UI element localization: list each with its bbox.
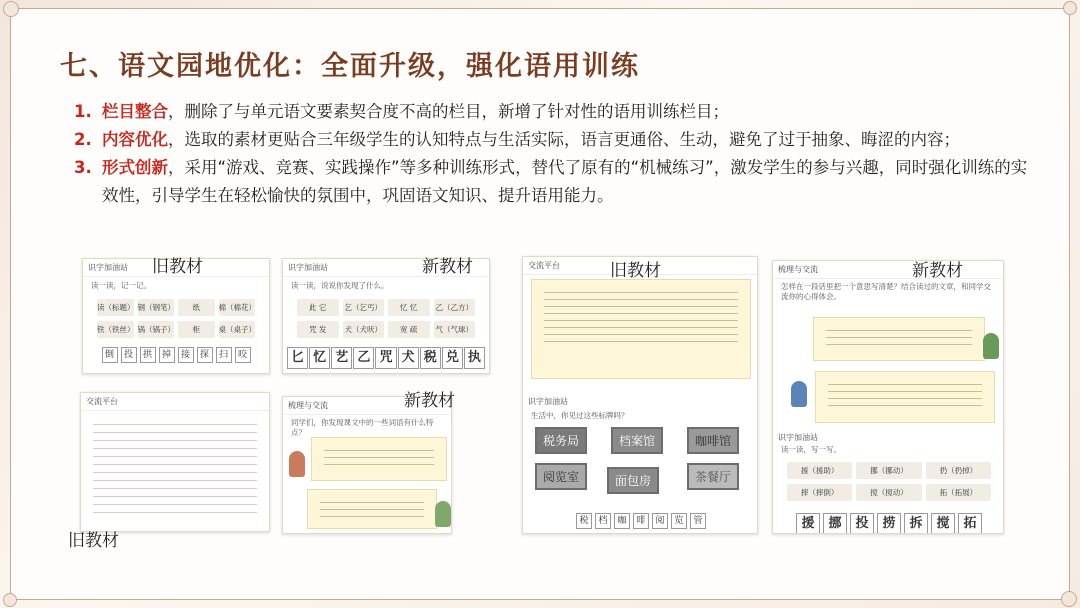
word-grid bbox=[83, 294, 269, 343]
char-cell: 投 bbox=[121, 347, 137, 363]
char-cell: 拱 bbox=[140, 347, 156, 363]
word-item: 气（气球） bbox=[434, 321, 476, 338]
word-item: 桌（桌子） bbox=[219, 321, 256, 338]
old-edition-label: 旧教材 bbox=[152, 257, 203, 277]
card-heading: 识字加油站 bbox=[778, 433, 818, 442]
word-item: 忆 忆 bbox=[388, 299, 430, 316]
point-item-2 bbox=[74, 126, 1034, 154]
char-cell: 艺 bbox=[331, 347, 352, 369]
speech-bubble bbox=[307, 489, 437, 529]
sign-image: 面包房 bbox=[607, 467, 659, 494]
char-cell: 拆 bbox=[904, 513, 928, 534]
char-cell: 掉 bbox=[159, 347, 175, 363]
word-item: 拓（拓展） bbox=[926, 484, 991, 501]
sign-image: 税务局 bbox=[535, 427, 587, 454]
new-edition-label: 新教材 bbox=[404, 391, 455, 411]
char-cell: 咬 bbox=[235, 347, 251, 363]
word-item: 乞（乞丐） bbox=[343, 299, 385, 316]
card-heading: 识字加油站 bbox=[83, 259, 269, 277]
char-cell: 援 bbox=[796, 513, 820, 534]
char-cell: 挪 bbox=[823, 513, 847, 534]
word-item: 柜 bbox=[178, 321, 215, 338]
point-list bbox=[74, 98, 1034, 210]
char-cell: 执 bbox=[464, 347, 485, 369]
card-instruction: 怎样在一段话里把一个意思写清楚？结合读过的文章，和同学交流你的心得体会。 bbox=[781, 282, 991, 301]
word-grid bbox=[283, 294, 489, 343]
card-instruction: 同学们，你发现课文中的一些词语有什么特点？ bbox=[291, 418, 434, 437]
char-cell: 览 bbox=[671, 513, 687, 529]
point-text: ，选取的素材更贴合三年级学生的认知特点与生活实际，语言更通俗、生动，避免了过于抽象、晦涩的内容； bbox=[168, 130, 960, 149]
point-keyword: 形式创新 bbox=[102, 158, 168, 177]
char-cell: 接 bbox=[178, 347, 194, 363]
word-item: 挪（挪动） bbox=[856, 462, 921, 479]
word-item: 棉（棉花） bbox=[219, 299, 256, 316]
point-text: ，采用“游戏、竞赛、实践操作”等多种训练形式，替代了原有的“机械练习”，激发学生的参与兴趣，同时强化训练的实效性，引导学生在轻松愉快的氛围中，巩固语文知识、提升语用能力。 bbox=[102, 158, 1028, 205]
slide-title: 七、语文园地优化：全面升级，强化语用训练 bbox=[60, 51, 640, 82]
char-cell: 探 bbox=[197, 347, 213, 363]
card-heading: 识字加油站 bbox=[528, 397, 568, 406]
char-cell: 犬 bbox=[398, 347, 419, 369]
sign-image: 茶餐厅 bbox=[687, 463, 739, 490]
word-item: 铁（铁丝） bbox=[97, 321, 134, 338]
word-item: 钢（钢笔） bbox=[138, 299, 175, 316]
word-item: 摔（摔倒） bbox=[787, 484, 852, 501]
card-heading: 梳理与交流 bbox=[283, 397, 451, 415]
word-grid bbox=[773, 457, 1004, 506]
new-edition-label: 新教材 bbox=[422, 257, 473, 277]
word-item: 乙（乙方） bbox=[434, 299, 476, 316]
sign-image: 档案馆 bbox=[611, 427, 663, 454]
point-body bbox=[102, 154, 1034, 210]
point-item-1 bbox=[74, 98, 1034, 126]
char-row bbox=[283, 343, 489, 373]
old-exchange-card bbox=[80, 392, 270, 532]
char-cell: 阅 bbox=[652, 513, 668, 529]
frame-corner-ornament bbox=[1063, 1, 1077, 15]
point-number: 2. bbox=[74, 130, 92, 149]
new-edition-label: 新教材 bbox=[912, 261, 963, 281]
student-figure bbox=[435, 501, 451, 527]
student-figure bbox=[289, 451, 305, 477]
char-cell: 管 bbox=[690, 513, 706, 529]
word-item: 宽 疏 bbox=[388, 321, 430, 338]
char-cell: 忆 bbox=[309, 347, 330, 369]
word-item: 搅（搅动） bbox=[856, 484, 921, 501]
speech-bubble bbox=[311, 437, 447, 481]
char-cell: 搅 bbox=[931, 513, 955, 534]
word-item: 扔（扔掉） bbox=[926, 462, 991, 479]
char-cell: 咖 bbox=[614, 513, 630, 529]
card-instruction: 读一读，记一记。 bbox=[91, 281, 151, 290]
char-cell: 税 bbox=[420, 347, 441, 369]
char-cell: 拓 bbox=[958, 513, 982, 534]
card-instruction: 读一读，说说你发现了什么。 bbox=[291, 281, 389, 290]
char-cell: 捞 bbox=[877, 513, 901, 534]
point-body bbox=[102, 98, 1034, 126]
word-item: 犬（犬吠） bbox=[343, 321, 385, 338]
point-number: 1. bbox=[74, 102, 92, 121]
card-heading: 识字加油站 bbox=[283, 259, 489, 277]
char-cell: 匕 bbox=[287, 347, 308, 369]
point-keyword: 内容优化 bbox=[102, 130, 168, 149]
text-lines bbox=[81, 411, 269, 526]
char-row bbox=[773, 509, 1004, 534]
char-cell: 投 bbox=[850, 513, 874, 534]
char-cell: 兑 bbox=[442, 347, 463, 369]
old-edition-label: 旧教材 bbox=[68, 531, 119, 551]
sign-image: 咖啡馆 bbox=[687, 427, 739, 454]
point-number: 3. bbox=[74, 158, 92, 177]
point-keyword: 栏目整合 bbox=[102, 102, 168, 121]
student-figure bbox=[791, 381, 807, 407]
char-cell: 档 bbox=[595, 513, 611, 529]
char-cell: 乙 bbox=[353, 347, 374, 369]
point-text: ，删除了与单元语文要素契合度不高的栏目，新增了针对性的语用训练栏目； bbox=[168, 102, 729, 121]
speech-bubble bbox=[813, 317, 985, 361]
word-item: 咒 发 bbox=[297, 321, 339, 338]
word-item: 援（援助） bbox=[787, 462, 852, 479]
char-row bbox=[83, 343, 269, 367]
speech-bubble bbox=[531, 279, 751, 379]
word-item: 读（标题） bbox=[97, 299, 134, 316]
word-item: 此 它 bbox=[297, 299, 339, 316]
card-heading: 梳理与交流 bbox=[773, 261, 1003, 279]
word-item: 纸 bbox=[178, 299, 215, 316]
card-heading: 交流平台 bbox=[81, 393, 269, 411]
new-review-card bbox=[282, 396, 452, 534]
point-item-3 bbox=[74, 154, 1034, 210]
old-exchange-literacy-card bbox=[522, 256, 758, 534]
char-cell: 税 bbox=[576, 513, 592, 529]
char-row bbox=[523, 509, 758, 533]
old-edition-label: 旧教材 bbox=[610, 261, 661, 281]
new-review-literacy-card bbox=[772, 260, 1004, 534]
sign-image: 阅览室 bbox=[535, 463, 587, 490]
speech-bubble bbox=[815, 371, 995, 423]
student-figure bbox=[983, 333, 999, 359]
char-cell: 扫 bbox=[216, 347, 232, 363]
char-cell: 倒 bbox=[102, 347, 118, 363]
card-instruction: 生活中，你见过这些标牌吗？ bbox=[531, 411, 629, 420]
word-item: 锅（锅子） bbox=[138, 321, 175, 338]
frame-corner-ornament bbox=[3, 593, 17, 607]
char-cell: 啡 bbox=[633, 513, 649, 529]
card-instruction: 读一读，写一写。 bbox=[781, 445, 841, 454]
point-body bbox=[102, 126, 1034, 154]
char-cell: 咒 bbox=[375, 347, 396, 369]
card-heading: 交流平台 bbox=[523, 257, 757, 275]
